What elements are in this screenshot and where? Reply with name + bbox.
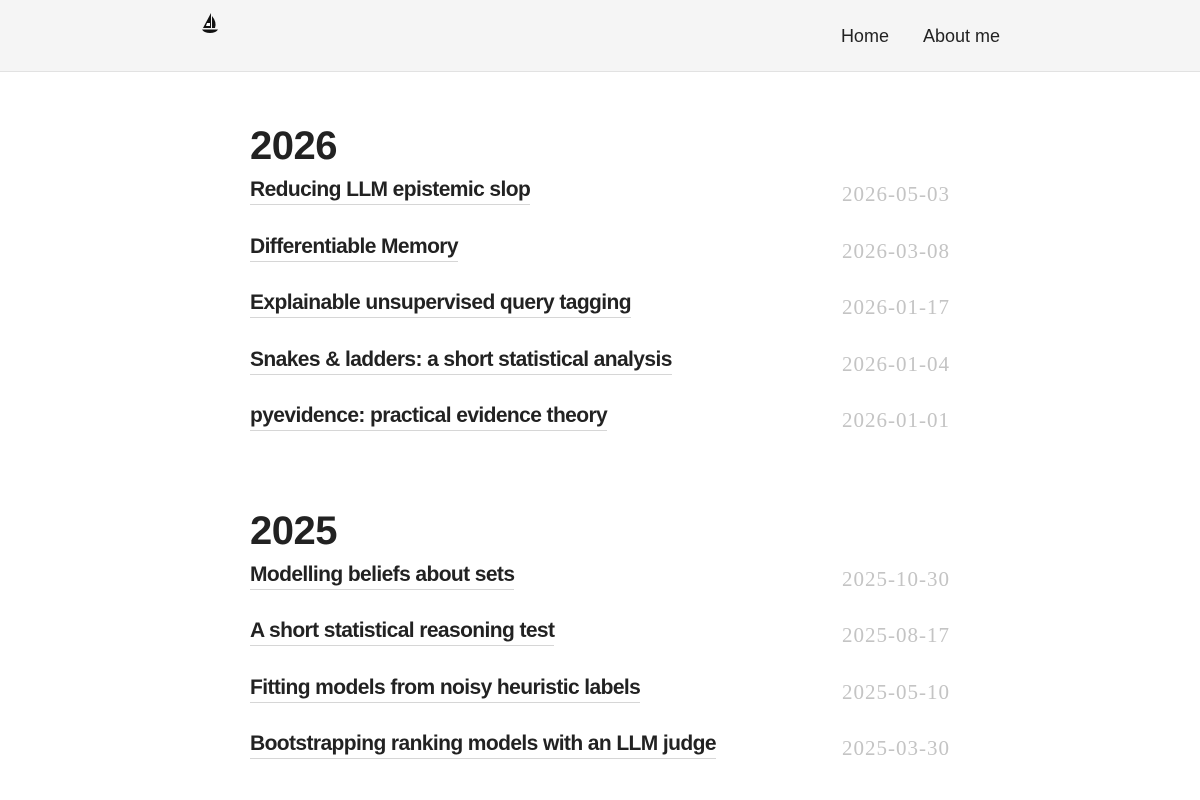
list-item	[250, 674, 950, 731]
nav-home-link[interactable]: Home	[840, 26, 889, 46]
post-date: 2026-05-03	[842, 182, 950, 206]
post-title-link[interactable]: Bootstrapping ranking models with an LLM judge	[250, 730, 716, 759]
site-header	[0, 0, 1200, 72]
post-date: 2025-03-30	[842, 736, 950, 760]
post-title-link[interactable]: pyevidence: practical evidence theory	[250, 402, 607, 431]
post-title-link[interactable]: A short statistical reasoning test	[250, 617, 554, 646]
list-item	[250, 346, 950, 403]
year-section-2025	[250, 459, 950, 787]
post-title-link[interactable]: Differentiable Memory	[250, 233, 458, 262]
post-date: 2025-10-30	[842, 566, 950, 591]
year-heading: 2025	[250, 508, 337, 553]
post-archive	[250, 72, 950, 787]
list-item	[250, 176, 950, 233]
list-item	[250, 617, 950, 674]
list-item	[250, 730, 950, 787]
nav-about-me-link[interactable]: About me	[922, 26, 1000, 46]
list-item	[250, 402, 950, 459]
list-item	[250, 289, 950, 346]
main-nav	[841, 24, 1000, 48]
post-list	[250, 176, 950, 459]
post-date: 2026-01-04	[842, 351, 950, 376]
year-section-2026	[250, 72, 950, 459]
list-item	[250, 561, 950, 618]
year-heading: 2026	[250, 124, 337, 168]
post-title-link[interactable]: Explainable unsupervised query tagging	[250, 289, 631, 318]
post-date: 2025-05-10	[842, 679, 950, 704]
post-list	[250, 561, 950, 787]
post-title-link[interactable]: Modelling beliefs about sets	[250, 561, 514, 590]
post-title-link[interactable]: Fitting models from noisy heuristic labels	[250, 674, 640, 703]
post-date: 2026-01-17	[842, 295, 950, 319]
post-title-link[interactable]: Snakes & ladders: a short statistical analysis	[250, 346, 672, 375]
sailboat-icon[interactable]	[201, 12, 219, 34]
post-date: 2026-01-01	[842, 408, 950, 432]
post-date: 2026-03-08	[842, 238, 950, 263]
post-title-link[interactable]: Reducing LLM epistemic slop	[250, 176, 530, 205]
list-item	[250, 233, 950, 290]
post-date: 2025-08-17	[842, 623, 950, 647]
